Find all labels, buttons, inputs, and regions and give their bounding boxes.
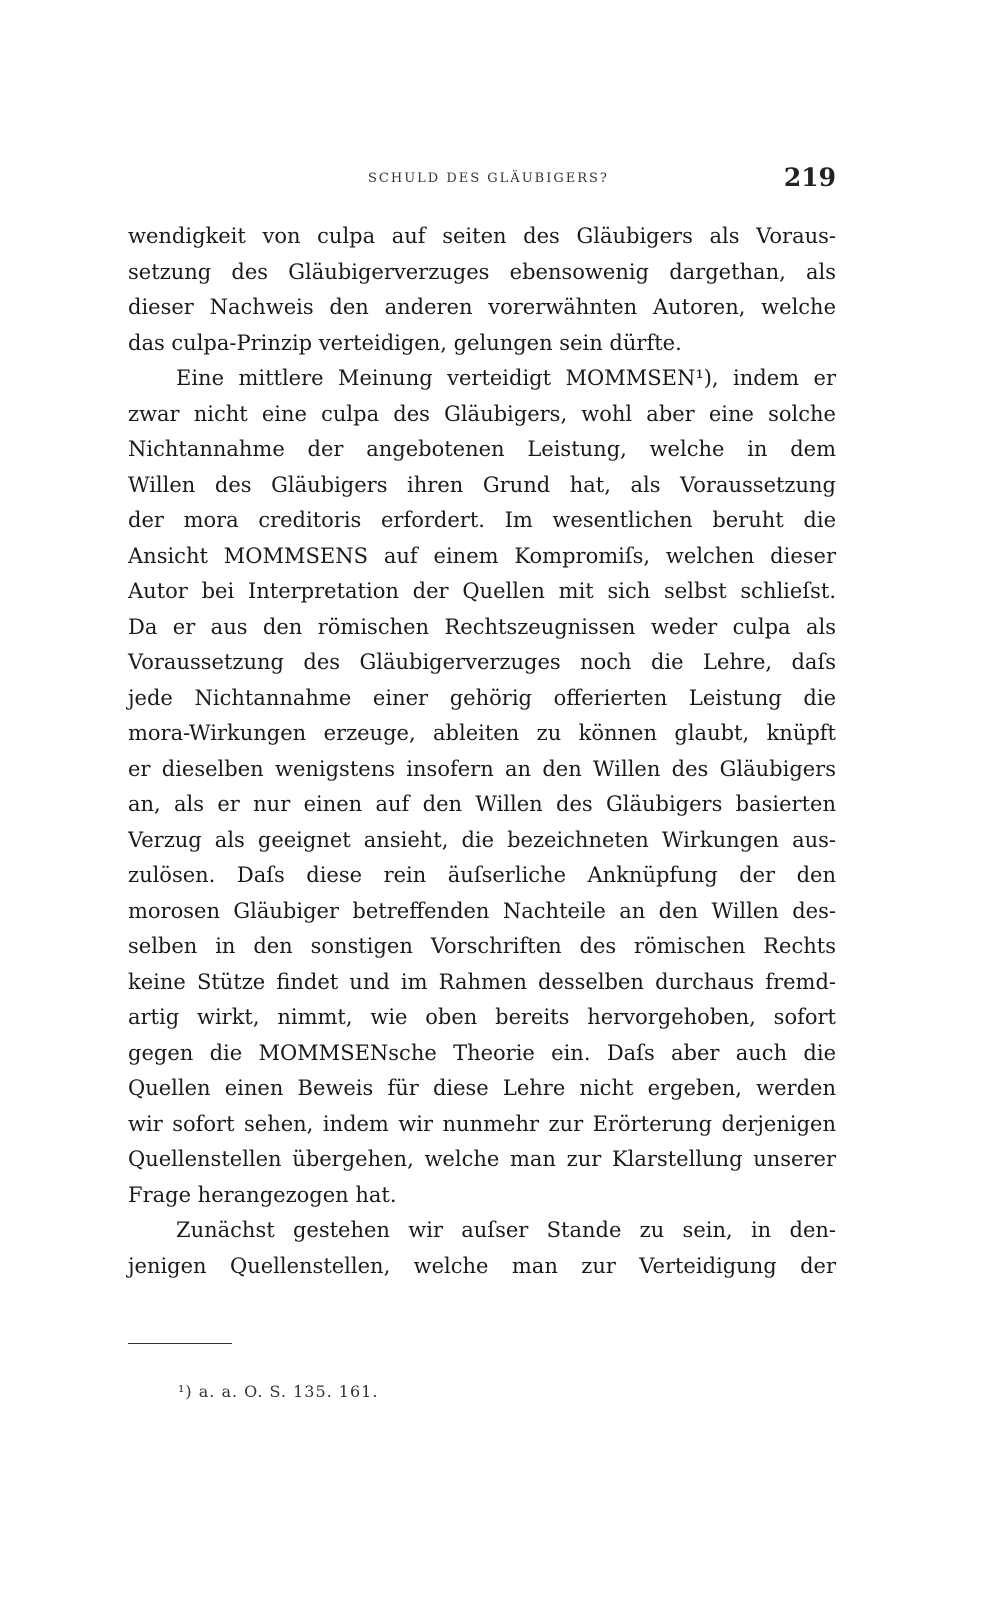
page-number: 219 <box>783 163 836 192</box>
text-line: morosen Gläubiger betreffenden Nachteile an den Willen des- <box>128 898 836 923</box>
footnote: ¹) a. a. O. S. 135. 161. <box>178 1382 379 1401</box>
text-line: Autor bei Interpretation der Quellen mit sich selbst schlieſst. <box>128 579 836 603</box>
text-line: mora-Wirkungen erzeuge, ableiten zu können glaubt, knüpft <box>128 721 836 745</box>
text-line: keine Stütze findet und im Rahmen desselben durchaus fremd- <box>128 969 836 994</box>
text-line: der mora creditoris erfordert. Im wesentlichen beruht die <box>128 508 836 532</box>
text-line: Eine mittlere Meinung verteidigt MOMMSEN¹), indem er <box>176 366 836 390</box>
text-line: zulösen. Daſs diese rein äuſserliche Anknüpfung der den <box>128 863 836 887</box>
text-line: Da er aus den römischen Rechtszeugnissen weder culpa als <box>128 614 836 639</box>
text-line: jede Nichtannahme einer gehörig offerierten Leistung die <box>128 685 836 710</box>
text-line: jenigen Quellenstellen, welche man zur Verteidigung der <box>128 1253 836 1278</box>
text-line: wendigkeit von culpa auf seiten des Gläubigers als Voraus- <box>128 224 836 248</box>
text-line: Verzug als geeignet ansieht, die bezeichneten Wirkungen aus- <box>128 827 836 852</box>
text-line: Quellen einen Beweis für diese Lehre nicht ergeben, werden <box>128 1076 836 1100</box>
text-line: selben in den sonstigen Vorschriften des römischen Rechts <box>128 934 836 958</box>
text-line: das culpa-Prinzip verteidigen, gelungen sein dürfte. <box>128 330 682 355</box>
body-text <box>128 219 836 1284</box>
text-line: Zunächst gestehen wir auſser Stande zu sein, in den- <box>176 1218 836 1242</box>
text-line: Ansicht MOMMSENS auf einem Kompromiſs, welchen dieser <box>128 543 836 568</box>
text-line: Nichtannahme der angebotenen Leistung, welche in dem <box>128 437 836 461</box>
text-line: Willen des Gläubigers ihren Grund hat, als Voraussetzung <box>128 472 836 497</box>
text-line: artig wirkt, nimmt, wie oben bereits hervorgehoben, sofort <box>128 1005 836 1029</box>
text-line: Frage herangezogen hat. <box>128 1182 397 1207</box>
footnote-divider <box>128 1343 232 1344</box>
text-line: zwar nicht eine culpa des Gläubigers, wohl aber eine solche <box>128 401 836 426</box>
text-line: er dieselben wenigstens insofern an den Willen des Gläubigers <box>128 756 836 781</box>
text-line: wir sofort sehen, indem wir nunmehr zur Erörterung derjenigen <box>128 1111 836 1136</box>
page-header <box>128 163 836 199</box>
text-line: an, als er nur einen auf den Willen des Gläubigers basierten <box>128 792 836 816</box>
text-line: dieser Nachweis den anderen vorerwähnten Autoren, welche <box>128 295 836 319</box>
text-line: gegen die MOMMSENsche Theorie ein. Daſs aber auch die <box>128 1040 836 1065</box>
text-line: Quellenstellen übergehen, welche man zur Klarstellung unserer <box>128 1147 836 1171</box>
text-line: Voraussetzung des Gläubigerverzuges noch die Lehre, daſs <box>128 650 836 674</box>
running-head: SCHULD DES GLÄUBIGERS? <box>368 171 609 186</box>
text-line: setzung des Gläubigerverzuges ebensowenig dargethan, als <box>128 259 836 284</box>
